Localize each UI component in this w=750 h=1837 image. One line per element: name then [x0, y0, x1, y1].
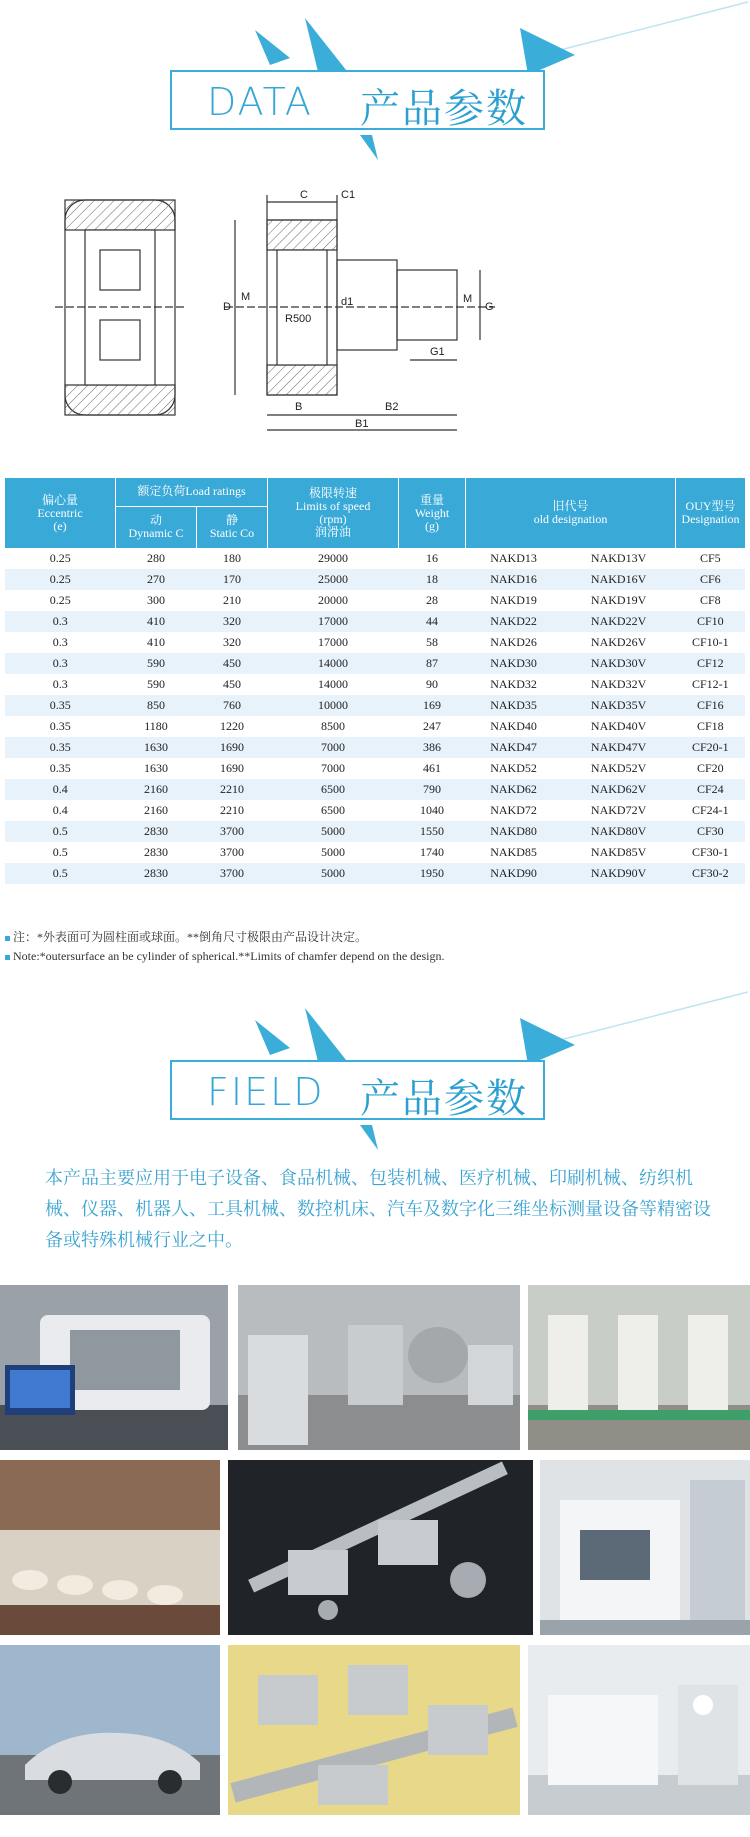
table-cell: 0.5 — [5, 821, 116, 842]
table-cell: 0.35 — [49, 761, 71, 775]
table-cell: NAKD22 — [466, 611, 562, 632]
table-cell: NAKD90 — [466, 863, 562, 884]
table-cell: 590 — [147, 677, 165, 691]
table-cell: 0.3 — [5, 611, 116, 632]
photo-cnc-machine — [540, 1460, 750, 1635]
bullet-icon — [5, 936, 10, 941]
table-cell: NAKD32 — [490, 677, 537, 691]
table-cell: 1550 — [399, 821, 466, 842]
dim-label-m2: M — [463, 293, 473, 305]
table-cell: 0.4 — [52, 803, 68, 817]
table-row — [5, 800, 745, 821]
data-title-en: DATA — [207, 80, 313, 124]
table-cell: 29000 — [318, 551, 348, 565]
table-cell: NAKD40 — [490, 719, 537, 733]
th-dynamic: 动 Dynamic C — [116, 506, 197, 548]
table-cell: NAKD13 — [490, 551, 537, 565]
table-row — [5, 716, 745, 737]
table-cell: NAKD26V — [590, 635, 647, 649]
table-cell: 410 — [116, 611, 197, 632]
table-cell: 3700 — [220, 845, 244, 859]
table-cell: NAKD85V — [590, 845, 647, 859]
table-cell: NAKD26 — [490, 635, 537, 649]
table-cell: 320 — [197, 611, 268, 632]
table-cell: 2210 — [220, 803, 244, 817]
table-cell: 1630 — [116, 737, 197, 758]
photo-medical-equipment — [528, 1645, 750, 1815]
table-cell: 25000 — [268, 569, 399, 590]
table-row — [5, 548, 745, 569]
table-cell: 0.5 — [52, 845, 68, 859]
table-cell: 450 — [197, 653, 268, 674]
dim-label-c: C — [300, 190, 308, 201]
table-cell: 17000 — [268, 611, 399, 632]
table-cell: NAKD47V — [562, 737, 676, 758]
table-cell: CF12-1 — [691, 677, 729, 691]
th-load-ratings: 额定负荷Load ratings — [116, 478, 268, 506]
bullet-icon — [5, 955, 10, 960]
photo-textile-machinery — [0, 1460, 220, 1635]
bearing-drawing — [55, 190, 585, 440]
table-cell: 170 — [197, 569, 268, 590]
notes — [5, 928, 445, 966]
table-cell: 0.35 — [5, 695, 116, 716]
table-cell: 2830 — [116, 821, 197, 842]
table-cell: NAKD13V — [590, 551, 647, 565]
th-ouy-designation: OUY型号 Designation — [676, 478, 745, 548]
table-cell: NAKD52 — [490, 761, 537, 775]
table-cell: 28 — [426, 593, 438, 607]
field-title-box — [170, 1060, 545, 1120]
table-cell: 450 — [223, 677, 241, 691]
table-cell: NAKD30 — [466, 653, 562, 674]
table-cell: 0.25 — [5, 569, 116, 590]
table-cell: NAKD35V — [562, 695, 676, 716]
table-cell: NAKD62V — [562, 779, 676, 800]
data-title-cn: 产品参数 — [360, 86, 528, 132]
table-cell: CF8 — [699, 593, 721, 607]
table-cell: 14000 — [268, 653, 399, 674]
table-cell: 6500 — [268, 779, 399, 800]
table-row — [5, 821, 745, 842]
photo-food-machinery — [238, 1285, 520, 1450]
table-cell: 320 — [223, 635, 241, 649]
spec-table — [5, 478, 745, 884]
table-cell: 0.25 — [49, 593, 71, 607]
table-cell: 210 — [223, 593, 241, 607]
table-cell: 3700 — [197, 863, 268, 884]
dim-label-b1: B1 — [355, 418, 369, 430]
table-cell: CF30-1 — [691, 845, 729, 859]
table-row — [5, 632, 745, 653]
table-row — [5, 842, 745, 863]
field-banner — [0, 990, 750, 1165]
th-speed: 极限转速 Limits of speed (rpm) 润滑油 — [268, 478, 399, 548]
table-cell: CF20 — [696, 761, 724, 775]
table-cell: 1690 — [220, 761, 244, 775]
table-cell: 169 — [399, 695, 466, 716]
photo-automobile — [0, 1645, 220, 1815]
table-cell: CF18 — [696, 719, 724, 733]
table-cell: 1690 — [197, 737, 268, 758]
table-row — [5, 569, 745, 590]
note-cn: 注：*外表面可为圆柱面或球面。**倒角尺寸极限由产品设计决定。 — [13, 930, 368, 944]
table-cell: 0.3 — [52, 635, 68, 649]
table-cell: 850 — [116, 695, 197, 716]
dim-label-m: M — [241, 291, 251, 303]
table-cell: 300 — [147, 593, 165, 607]
table-cell: CF10-1 — [691, 635, 729, 649]
dim-label-b: B — [295, 401, 303, 413]
table-cell: 0.35 — [5, 737, 116, 758]
table-cell: 1180 — [144, 719, 168, 733]
table-cell: 5000 — [321, 845, 345, 859]
table-cell: NAKD52V — [590, 761, 647, 775]
dim-label-d: D — [223, 301, 231, 313]
photo-linear-guide-parts — [228, 1645, 520, 1815]
table-cell: 6500 — [321, 803, 345, 817]
table-cell: 14000 — [318, 677, 348, 691]
table-cell: NAKD85 — [490, 845, 537, 859]
table-cell: 1630 — [144, 761, 168, 775]
table-cell: 17000 — [318, 635, 348, 649]
table-cell: CF24-1 — [691, 803, 729, 817]
table-cell: 7000 — [268, 737, 399, 758]
table-row — [5, 779, 745, 800]
table-row — [5, 653, 745, 674]
th-weight: 重量 Weight (g) — [399, 478, 466, 548]
table-cell: 7000 — [321, 761, 345, 775]
table-cell: 5000 — [268, 863, 399, 884]
table-cell: 2210 — [197, 779, 268, 800]
table-cell: NAKD32V — [590, 677, 647, 691]
table-cell: CF6 — [676, 569, 745, 590]
table-cell: 1740 — [420, 845, 444, 859]
table-cell: CF10 — [676, 611, 745, 632]
photo-packaging-line — [528, 1285, 750, 1450]
table-cell: 3700 — [197, 821, 268, 842]
table-cell: CF16 — [676, 695, 745, 716]
table-cell: 5000 — [268, 821, 399, 842]
table-cell: NAKD80V — [562, 821, 676, 842]
table-cell: NAKD80 — [466, 821, 562, 842]
data-title-box — [170, 70, 545, 130]
table-row — [5, 674, 745, 695]
table-cell: CF20-1 — [676, 737, 745, 758]
table-cell: CF5 — [699, 551, 721, 565]
spec-table-body — [5, 548, 745, 884]
table-cell: NAKD90V — [562, 863, 676, 884]
table-cell: NAKD47 — [466, 737, 562, 758]
table-cell: 8500 — [321, 719, 345, 733]
dim-label-d1: d1 — [341, 296, 354, 308]
dim-label-r500: R500 — [285, 313, 312, 325]
table-cell: NAKD72V — [590, 803, 647, 817]
table-cell: NAKD40V — [590, 719, 647, 733]
table-cell: 590 — [116, 653, 197, 674]
table-cell: 20000 — [318, 593, 348, 607]
table-cell: CF12 — [676, 653, 745, 674]
table-cell: 18 — [399, 569, 466, 590]
th-static: 静 Static Co — [197, 506, 268, 548]
field-title-cn: 产品参数 — [360, 1076, 528, 1122]
table-cell: 790 — [399, 779, 466, 800]
table-cell: 0.3 — [52, 677, 68, 691]
table-cell: CF30-2 — [676, 863, 745, 884]
table-cell: 386 — [399, 737, 466, 758]
table-cell: 2160 — [116, 779, 197, 800]
table-cell: NAKD30V — [562, 653, 676, 674]
dim-label-b2: B2 — [385, 401, 399, 413]
table-cell: 16 — [426, 551, 438, 565]
table-cell: 1040 — [420, 803, 444, 817]
table-cell: 0.5 — [5, 863, 116, 884]
table-cell: CF24 — [676, 779, 745, 800]
table-cell: 461 — [423, 761, 441, 775]
table-cell: NAKD19V — [590, 593, 647, 607]
table-cell: 0.3 — [5, 653, 116, 674]
table-cell: 0.4 — [5, 779, 116, 800]
data-banner — [0, 0, 750, 175]
dim-label-g: G — [485, 301, 494, 313]
table-cell: 0.25 — [49, 551, 71, 565]
table-cell: NAKD19 — [490, 593, 537, 607]
th-old-designation: 旧代号 old designation — [466, 478, 676, 548]
table-cell: 247 — [423, 719, 441, 733]
field-title-en: FIELD — [207, 1070, 325, 1114]
table-cell: 44 — [399, 611, 466, 632]
dim-label-c1: C1 — [341, 190, 356, 201]
table-cell: NAKD22V — [562, 611, 676, 632]
photo-measuring-machine — [0, 1285, 228, 1450]
table-row — [5, 737, 745, 758]
field-description: 本产品主要应用于电子设备、食品机械、包装机械、医疗机械、印刷机械、纺织机械、仪器、机器人、工具机械、数控机床、汽车及数字化三维坐标测量设备等精密设备或特殊机械行业之中。 — [45, 1168, 711, 1251]
table-row — [5, 695, 745, 716]
note-en: Note:*outersurface an be cylinder of spherical.**Limits of chamfer depend on the design. — [13, 949, 445, 963]
table-cell: NAKD16V — [562, 569, 676, 590]
table-cell: CF30 — [676, 821, 745, 842]
photo-linear-bearings — [228, 1460, 533, 1635]
table-cell: 90 — [426, 677, 438, 691]
table-cell: 280 — [147, 551, 165, 565]
th-eccentric: 偏心量 Eccentric (e) — [5, 478, 116, 548]
table-cell: 180 — [223, 551, 241, 565]
table-cell: 10000 — [268, 695, 399, 716]
table-row — [5, 758, 745, 779]
table-cell: 2830 — [116, 863, 197, 884]
table-cell: 1950 — [399, 863, 466, 884]
table-cell: 58 — [426, 635, 438, 649]
table-cell: 270 — [116, 569, 197, 590]
table-row — [5, 863, 745, 884]
dim-label-g1: G1 — [430, 346, 445, 358]
table-cell: NAKD16 — [466, 569, 562, 590]
table-cell: 87 — [399, 653, 466, 674]
table-cell: NAKD72 — [490, 803, 537, 817]
table-cell: 760 — [197, 695, 268, 716]
table-cell: 2830 — [144, 845, 168, 859]
side-section-view — [55, 200, 185, 415]
table-cell: 2160 — [144, 803, 168, 817]
front-section-view — [225, 195, 495, 430]
table-cell: 1220 — [220, 719, 244, 733]
table-cell: 410 — [147, 635, 165, 649]
table-cell: 0.35 — [49, 719, 71, 733]
table-cell: NAKD62 — [466, 779, 562, 800]
table-row — [5, 590, 745, 611]
table-row — [5, 611, 745, 632]
table-cell: NAKD35 — [466, 695, 562, 716]
